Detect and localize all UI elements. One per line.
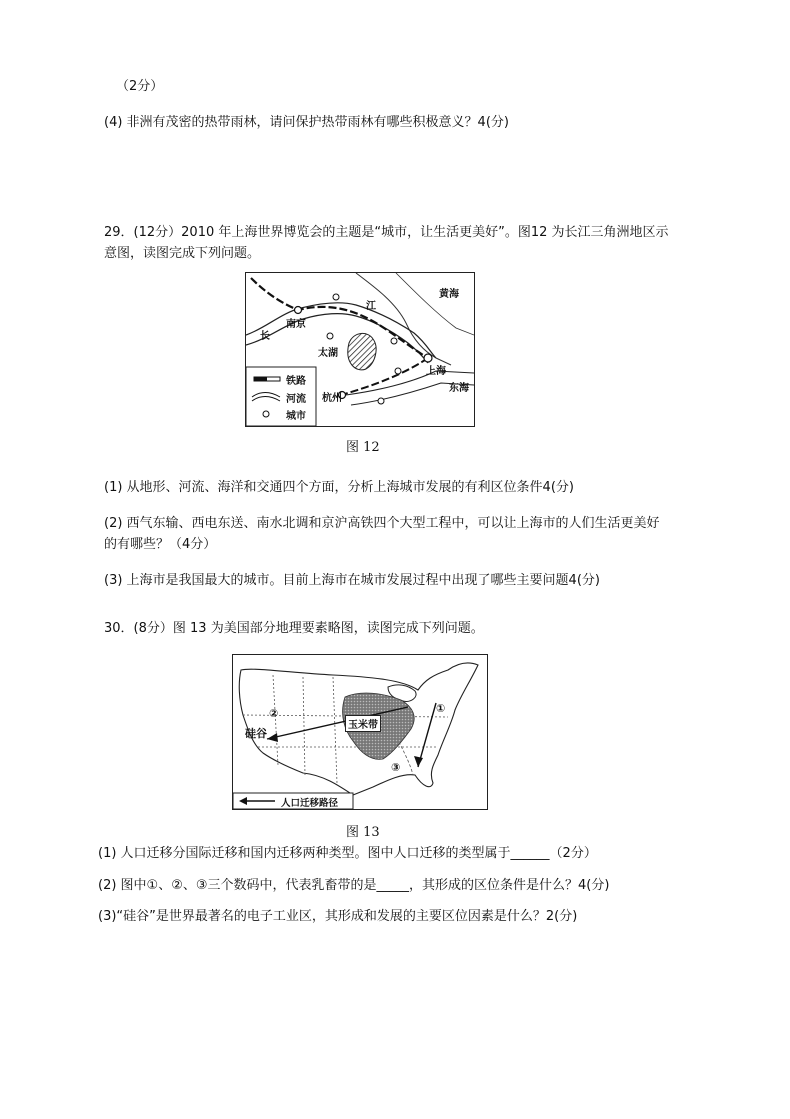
label-taihu: 太湖 bbox=[318, 348, 338, 359]
label-shanghai: 上海 bbox=[426, 366, 446, 377]
label-nanjing: 南京 bbox=[286, 319, 306, 330]
question-30-part-1: (1) 人口迁移分国际迁移和国内迁移两种类型。图中人口迁移的类型属于______（2分） bbox=[98, 846, 597, 861]
legend-migration-path: 人口迁移路径 bbox=[281, 798, 339, 809]
score-note: （2分） bbox=[116, 79, 164, 94]
question-28-part-4: (4) 非洲有茂密的热带雨林，请问保护热带雨林有哪些积极意义？4(分) bbox=[104, 115, 509, 130]
legend-city: 城市 bbox=[286, 411, 306, 422]
label-huanghai: 黄海 bbox=[439, 289, 459, 300]
question-30-part-3: (3)“硅谷”是世界最著名的电子工业区，其形成和发展的主要区位因素是什么？2(分) bbox=[98, 909, 578, 924]
label-area-2: ② bbox=[269, 707, 279, 720]
question-30-intro: 30．(8分）图 13 为美国部分地理要素略图，读图完成下列问题。 bbox=[104, 621, 484, 636]
legend-railway: 铁路 bbox=[286, 376, 306, 387]
label-corn-belt: 玉米带 bbox=[345, 715, 381, 732]
label-chang: 长 bbox=[260, 331, 270, 342]
label-area-1: ① bbox=[436, 702, 446, 715]
question-30-part-2: (2) 图中①、②、③三个数码中，代表乳畜带的是_____，其形成的区位条件是什么？4(分) bbox=[98, 878, 610, 893]
label-area-3: ③ bbox=[391, 761, 401, 774]
figure-12-caption: 图 12 bbox=[346, 440, 380, 455]
question-29-part-2-line-2: 的有哪些？（4分） bbox=[104, 537, 217, 552]
usa-map-drawing bbox=[233, 655, 487, 809]
label-silicon-valley: 硅谷 bbox=[245, 727, 267, 740]
label-hangzhou: 杭州 bbox=[322, 393, 342, 404]
legend-river: 河流 bbox=[286, 394, 306, 405]
question-29-part-2-line-1: (2) 西气东输、西电东送、南水北调和京沪高铁四个大型工程中，可以让上海市的人们生活更美好 bbox=[104, 516, 660, 531]
label-donghai: 东海 bbox=[449, 383, 469, 394]
usa-map bbox=[232, 654, 488, 810]
question-29-part-1: (1) 从地形、河流、海洋和交通四个方面，分析上海城市发展的有利区位条件4(分) bbox=[104, 480, 574, 495]
yangtze-delta-map bbox=[245, 272, 475, 427]
question-29-intro-line-2: 意图，读图完成下列问题。 bbox=[104, 246, 261, 261]
figure-13-caption: 图 13 bbox=[346, 825, 380, 840]
label-jiang: 江 bbox=[366, 301, 376, 312]
question-29-part-3: (3) 上海市是我国最大的城市。目前上海市在城市发展过程中出现了哪些主要问题4(分) bbox=[104, 573, 600, 588]
question-29-intro-line-1: 29．(12分）2010 年上海世界博览会的主题是“城市，让生活更美好”。图12 为长江三角洲地区示 bbox=[104, 225, 669, 240]
